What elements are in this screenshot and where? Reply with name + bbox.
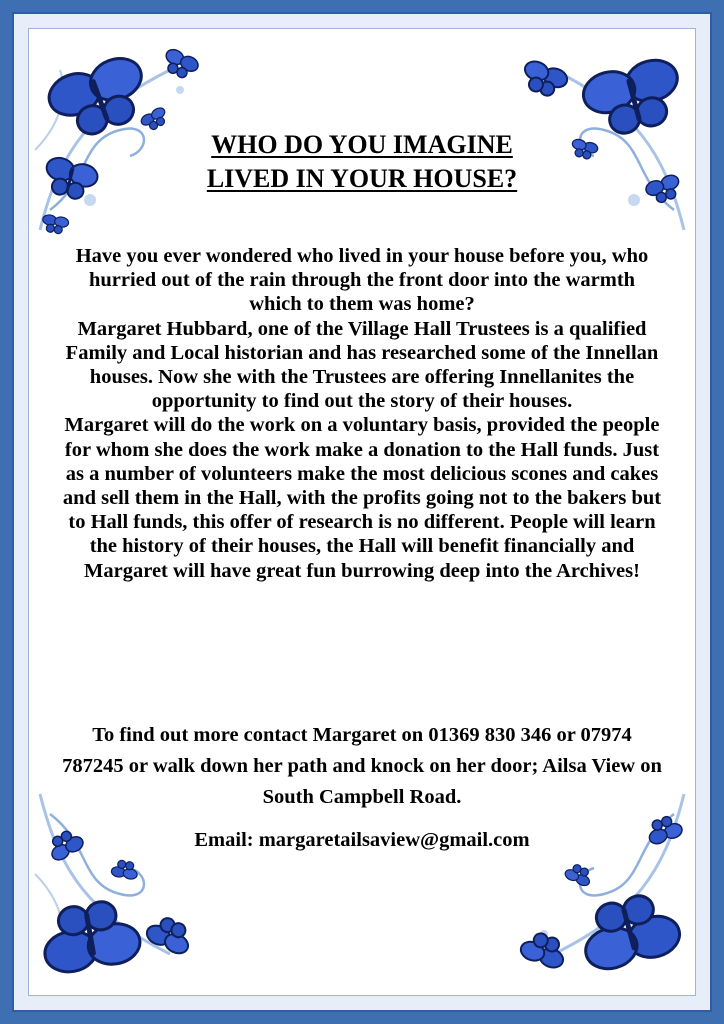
email-line: Email: margaretailsaview@gmail.com — [194, 829, 530, 851]
poster-body — [62, 244, 662, 583]
paragraph-donation: Margaret will do the work on a voluntary basis, provided the people for whom she does the work make a donation to the Hall funds. Just as a number of volunteers make the most delicious scones and cakes and sell them in the Hall, with the profits going not to the bakers but to Hall funds, this offer of research is no different. People will learn the history of their houses, the Hall will benefit financially and Margaret will have great fun burrowing deep into the Archives! — [62, 414, 662, 582]
paragraph-intro: Have you ever wondered who lived in your house before you, who hurried out of the rain through the front door into the warmth which to them was home? — [75, 245, 649, 316]
contact-text: To find out more contact Margaret on 01369 830 346 or 07974 787245 or walk down her path and knock on her door; Ailsa View on South Campbell Road. — [62, 724, 662, 808]
paragraph-margaret: Margaret Hubbard, one of the Village Hall Trustees is a qualified Family and Local historian and has researched some of the Innellan houses. Now she with the Trustees are offering Innellanites the opportunity to find out the story of their houses. — [65, 317, 659, 413]
title-line-1: WHO DO YOU IMAGINE — [211, 130, 513, 159]
butterfly-cluster-icon — [30, 784, 240, 994]
butterfly-corner-bottom-left — [30, 784, 240, 994]
contact-info — [62, 720, 662, 813]
butterfly-corner-bottom-right — [484, 784, 694, 994]
poster-title — [0, 128, 724, 196]
title-line-2: LIVED IN YOUR HOUSE? — [206, 164, 518, 193]
butterfly-cluster-icon — [484, 784, 694, 994]
